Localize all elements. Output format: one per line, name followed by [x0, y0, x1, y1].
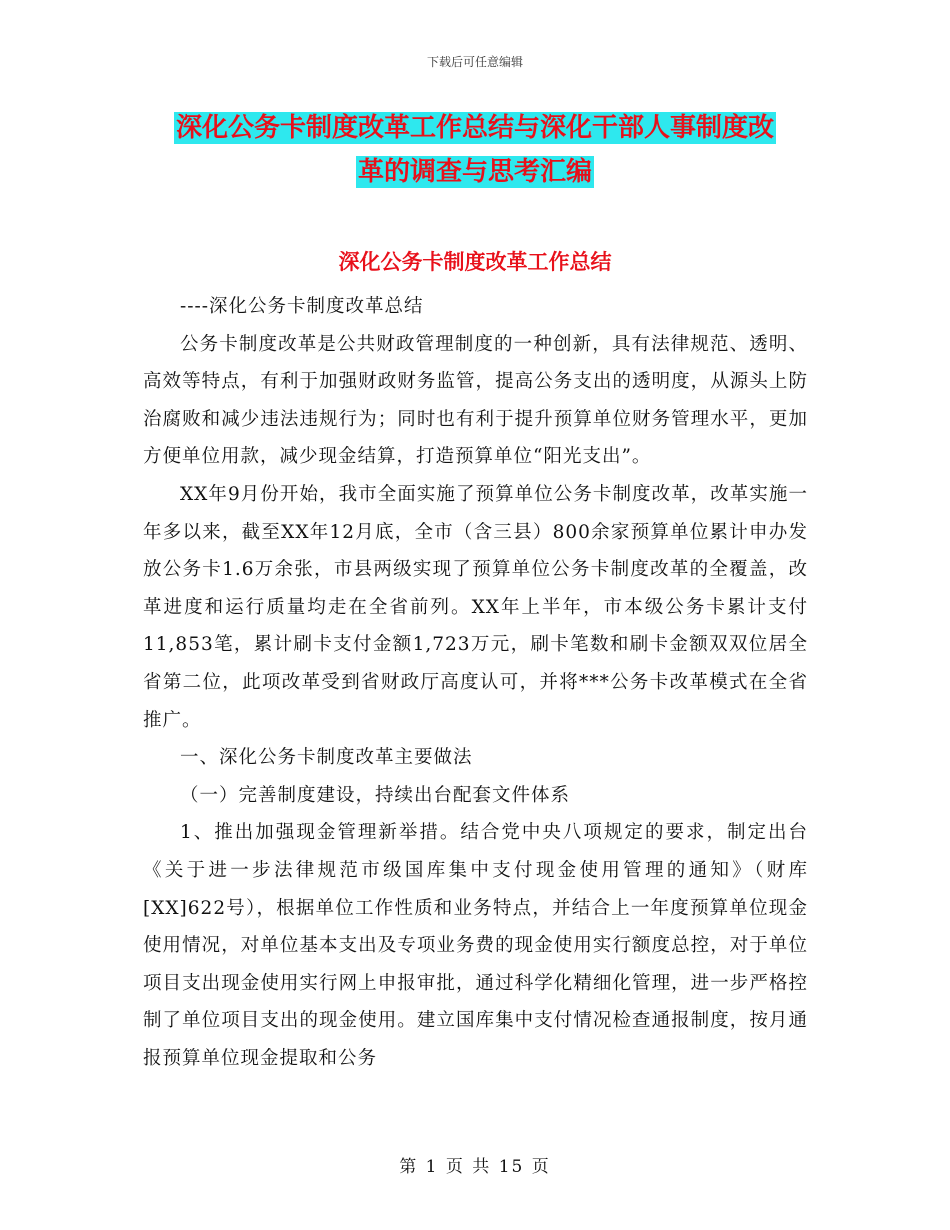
document-title-text-1: 深化公务卡制度改革工作总结与深化干部人事制度改	[175, 113, 774, 143]
body-paragraph: 公务卡制度改革是公共财政管理制度的一种创新，具有法律规范、透明、高效等特点，有利于加强财政财务监管，提高公务支出的透明度，从源头上防治腐败和减少违法违规行为；同时也有利于提升预算单位财务管理水平，更加方便单位用款，减少现金结算，打造预算单位“阳光支出”。	[143, 333, 808, 468]
section-heading: 一、深化公务卡制度改革主要做法	[180, 747, 473, 769]
section-title: 深化公务卡制度改革工作总结	[338, 250, 612, 274]
page-footer: 第 1 页 共 15 页	[399, 1157, 551, 1177]
document-title-line-2	[0, 154, 950, 190]
body-paragraph: XX年9月份开始，我市全面实施了预算单位公务卡制度改革，改革实施一年多以来，截至XX年12月底，全市（含三县）800余家预算单位累计申办发放公务卡1.6万余张，市县两级实现了预算单位公务卡制度改革的全覆盖，改革进度和运行质量均走在全省前列。XX年上半年，市本级公务卡累计支付11,853笔，累计刷卡支付金额1,723万元，刷卡笔数和刷卡金额双双位居全省第二位，此项改革受到省财政厅高度认可，并将***公务卡改革模式在全省推广。	[143, 483, 808, 731]
subsection-heading: （一）完善制度建设，持续出台配套文件体系	[180, 784, 571, 806]
subtitle-paragraph: ----深化公务卡制度改革总结	[180, 296, 424, 317]
document-title-text-2: 革的调查与思考汇编	[357, 157, 592, 187]
body-paragraph: 1、推出加强现金管理新举措。结合党中央八项规定的要求，制定出台《关于进一步法律规范市级国库集中支付现金使用管理的通知》（财库[XX]622号），根据单位工作性质和业务特点，并结合上一年度预算单位现金使用情况，对单位基本支出及专项业务费的现金使用实行额度总控，对于单位项目支出现金使用实行网上申报审批，通过科学化精细化管理，进一步严格控制了单位项目支出的现金使用。建立国库集中支付情况检查通报制度，按月通报预算单位现金提取和公务	[143, 822, 808, 1069]
document-body	[143, 288, 808, 1077]
document-title-line-1	[0, 110, 950, 146]
header-note: 下载后可任意编辑	[426, 55, 523, 69]
